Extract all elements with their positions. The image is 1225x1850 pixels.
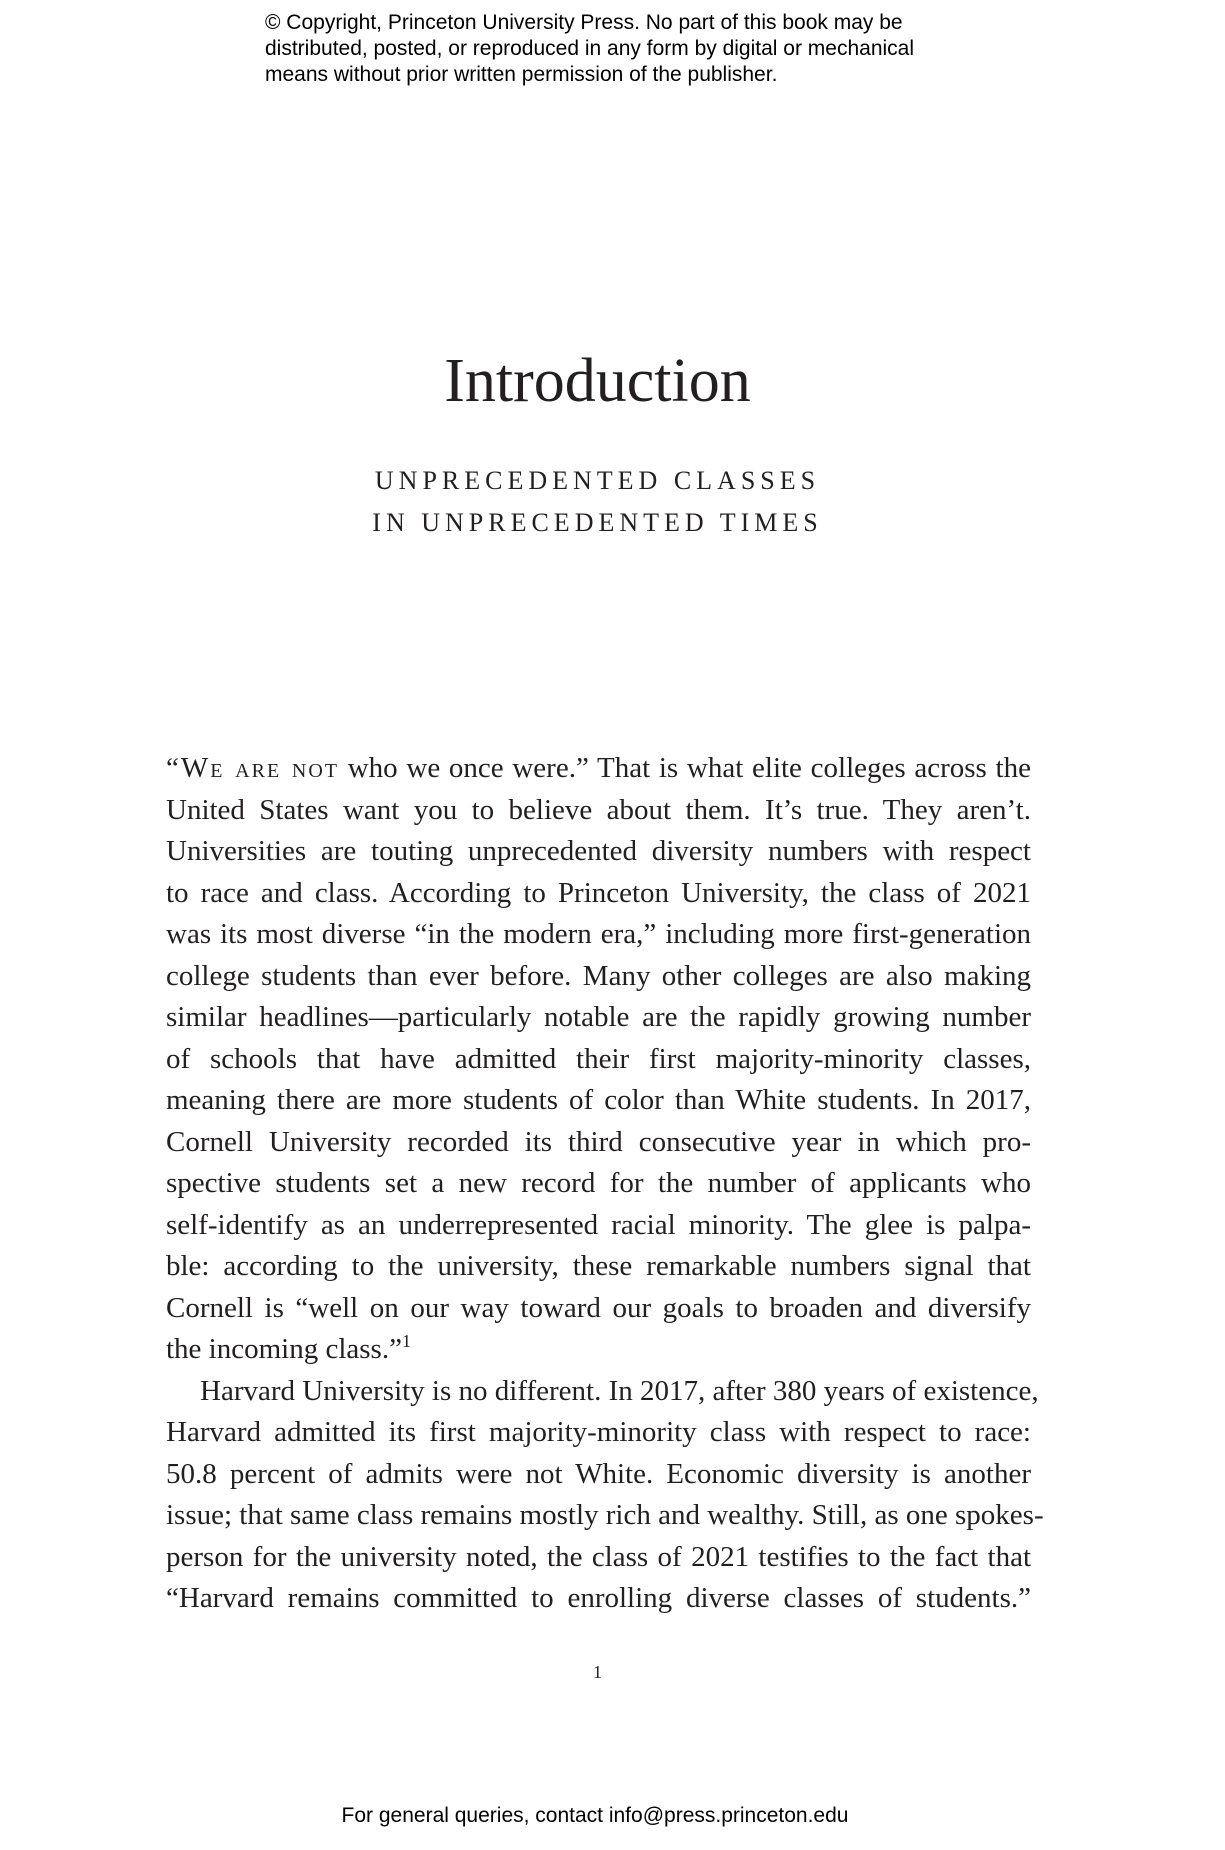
paragraph-line: Cornell University recorded its third consecutive year in which pro- (166, 1125, 1031, 1158)
paragraph-line: ble: according to the university, these remarkable numbers signal that (166, 1250, 1031, 1282)
copyright-line: © Copyright, Princeton University Press. No part of this book may be (265, 11, 903, 34)
paragraph-line: of schools that have admitted their first majority-minority classes, (166, 1042, 1031, 1075)
chapter-title: Introduction (444, 347, 751, 415)
copyright-line: means without prior written permission of the publisher. (265, 63, 778, 86)
paragraph-line: 50.8 percent of admits were not White. Economic diversity is another (166, 1457, 1031, 1490)
paragraph-line: “Harvard remains committed to enrolling diverse classes of students.” (166, 1582, 1031, 1614)
subtitle-line: UNPRECEDENTED CLASSES (374, 466, 821, 495)
lead-in-smallcaps: “We are not (166, 752, 339, 784)
subtitle-line: IN UNPRECEDENTED TIMES (372, 508, 823, 537)
paragraph-line: United States want you to believe about them. It’s true. They aren’t. (166, 793, 1031, 826)
copyright-notice (265, 10, 1025, 88)
paragraph-line: Cornell is “well on our way toward our goals to broaden and diversify (166, 1291, 1031, 1324)
paragraph-line (166, 1329, 1031, 1371)
body-text (166, 748, 1044, 1620)
line-text: who we once were.” That is what elite colleges across the (339, 752, 1031, 784)
paragraph-line: self-identify as an underrepresented racial minority. The glee is palpa- (166, 1208, 1031, 1241)
paragraph-line: spective students set a new record for the number of applicants who (166, 1167, 1031, 1199)
chapter-subtitle (0, 460, 1195, 544)
copyright-line: distributed, posted, or reproduced in any form by digital or mechanical (265, 37, 915, 60)
line-text: the incoming class.” (166, 1333, 402, 1365)
paragraph-line: issue; that same class remains mostly rich and wealthy. Still, as one spokes- (166, 1499, 1044, 1531)
page-number: 1 (593, 1662, 602, 1682)
paragraph-line: similar headlines—particularly notable are the rapidly growing number (166, 1001, 1031, 1033)
paragraph-line: meaning there are more students of color than White students. In 2017, (166, 1084, 1031, 1116)
paragraph-line: Universities are touting unprecedented diversity numbers with respect (166, 835, 1031, 867)
paragraph-line: person for the university noted, the class of 2021 testifies to the fact that (166, 1540, 1031, 1573)
paragraph-line: to race and class. According to Princeton University, the class of 2021 (166, 876, 1031, 909)
paragraph-line: Harvard University is no different. In 2017, after 380 years of existence, (200, 1374, 1039, 1407)
footnote-marker[interactable]: 1 (401, 1331, 411, 1351)
paragraph-line: Harvard admitted its first majority-minority class with respect to race: (166, 1416, 1031, 1448)
paragraph-line: was its most diverse “in the modern era,” including more first-generation (166, 918, 1031, 950)
footer-contact: For general queries, contact info@press.princeton.edu (341, 1804, 849, 1827)
paragraph-line: college students than ever before. Many other colleges are also making (166, 959, 1031, 992)
paragraph-line (166, 748, 1031, 790)
